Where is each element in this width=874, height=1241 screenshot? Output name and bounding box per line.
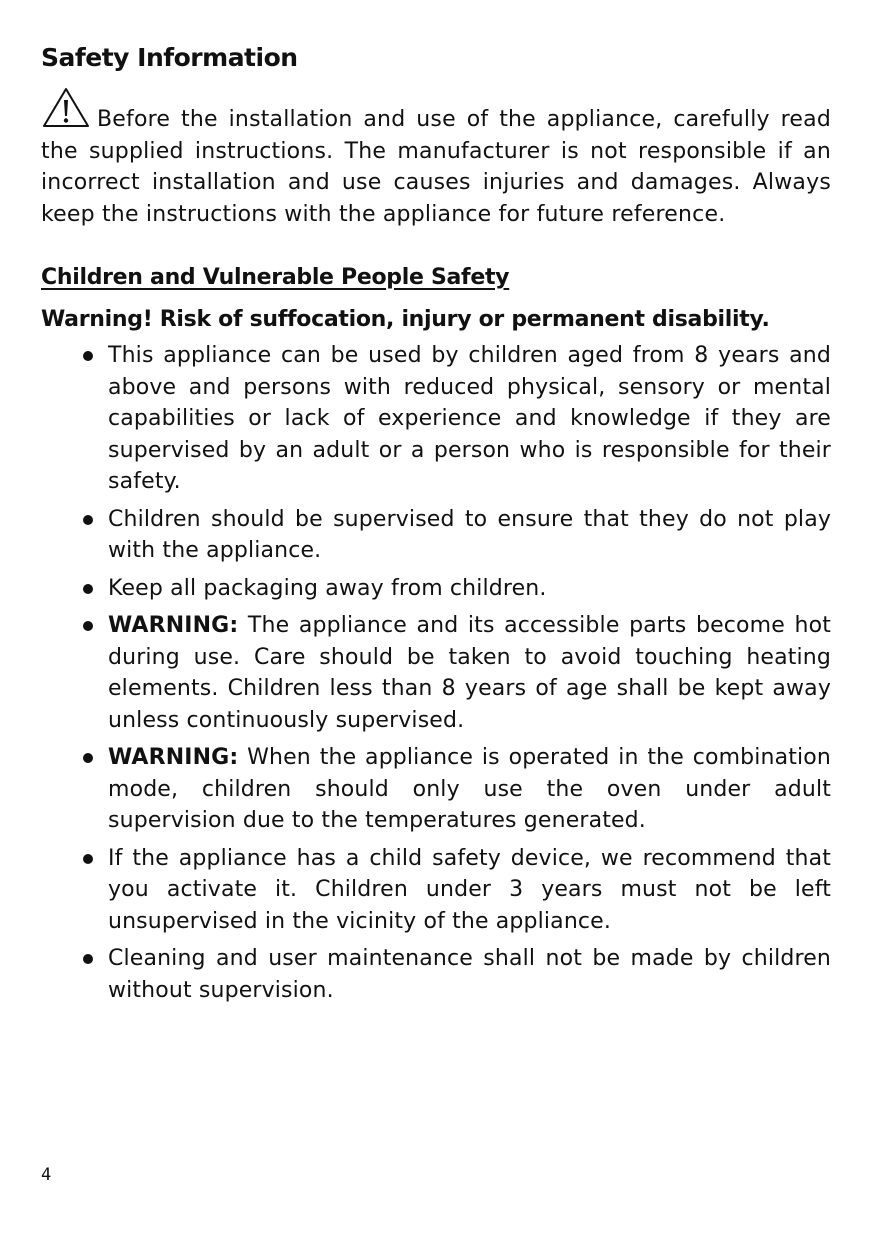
list-item [41, 340, 831, 498]
list-item-text: The appliance and its accessible parts become hot during use. Care should be taken to avoid touching heating elements. Children less than 8 years of age shall be kept away unless continuously supervised. [108, 613, 831, 733]
list-item [41, 742, 831, 837]
section-title: Children and Vulnerable People Safety [41, 265, 510, 290]
list-item [41, 843, 831, 938]
warning-triangle-icon [41, 86, 91, 130]
list-item-text: Cleaning and user maintenance shall not be made by children without supervision. [108, 946, 831, 1003]
list-item-lead: WARNING: [108, 745, 239, 770]
page-title: Safety Information [41, 43, 298, 72]
list-item-text: If the appliance has a child safety device, we recommend that you activate it. Children under 3 years must not be left unsupervised in the vicinity of the appliance. [108, 845, 831, 934]
intro-paragraph [41, 86, 831, 230]
list-item-text: Children should be supervised to ensure that they do not play with the appliance. [108, 506, 831, 563]
bullet-icon [83, 753, 93, 763]
bullet-icon [83, 515, 93, 525]
document-page [41, 40, 831, 1012]
list-item [41, 573, 831, 605]
list-item-lead: WARNING: [108, 613, 239, 638]
bullet-icon [83, 954, 93, 964]
bullet-icon [83, 351, 93, 361]
list-item-text: This appliance can be used by children aged from 8 years and above and persons with reduced physical, sensory or mental capabilities or lack of experience and knowledge if they are supervised by an adult or a person who is responsible for their safety. [108, 343, 831, 494]
list-item [41, 504, 831, 567]
bullet-icon [83, 854, 93, 864]
warning-statement: Warning! Risk of suffocation, injury or permanent disability. [41, 307, 770, 332]
list-item-text: When the appliance is operated in the combination mode, children should only use the oven under adult supervision due to the temperatures generated. [108, 745, 831, 833]
intro-text: Before the installation and use of the appliance, carefully read the supplied instructions. The manufacturer is not responsible if an incorrect installation and use causes injuries and damages. Always keep the instructions with the appliance for future reference. [41, 107, 831, 227]
safety-list [41, 340, 831, 1006]
list-item [41, 943, 831, 1006]
list-item [41, 610, 831, 736]
bullet-icon [83, 621, 93, 631]
list-item-text: Keep all packaging away from children. [108, 575, 547, 601]
page-number: 4 [41, 1165, 52, 1185]
bullet-icon [83, 584, 93, 594]
